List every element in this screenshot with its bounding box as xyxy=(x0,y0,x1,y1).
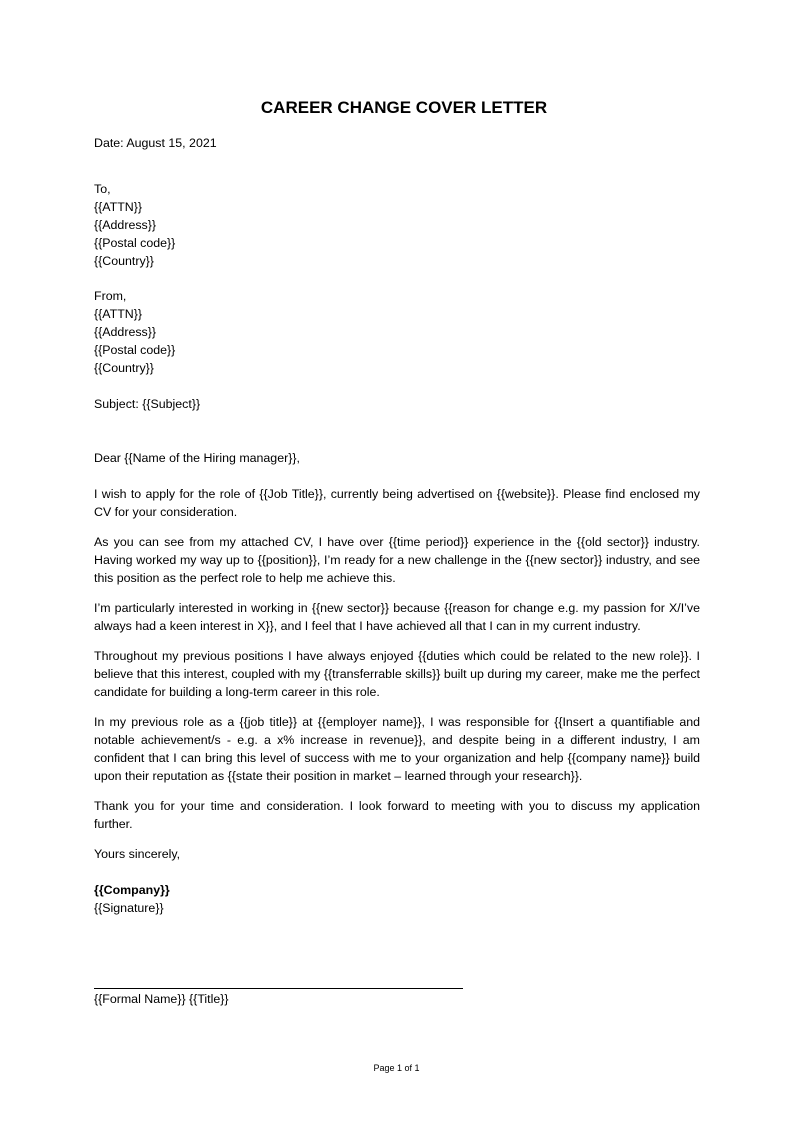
letter-body xyxy=(94,96,700,917)
company-name: {{Company}} xyxy=(94,883,170,897)
recipient-country: {{Country}} xyxy=(94,254,154,268)
subject-line: Subject: {{Subject}} xyxy=(94,397,201,411)
paragraph-thanks: Thank you for your time and consideration. I look forward to meeting with you to discuss my application further. xyxy=(94,799,700,831)
paragraph-duties: Throughout my previous positions I have always enjoyed {{duties which could be related to the new role}}. I believe that this interest, coupled with my {{transferrable skills}} built up during my career, make me the perfect candidate for building a long-term career in this role. xyxy=(94,649,700,699)
recipient-attn: {{ATTN}} xyxy=(94,200,142,214)
sender-country: {{Country}} xyxy=(94,361,154,375)
paragraph-interest: I’m particularly interested in working in {{new sector}} because {{reason for change e.g. my passion for X/I’ve always had a keen interest in X}}, and I feel that I have achieved all that I can in my current industry. xyxy=(94,601,700,633)
recipient-address: {{Address}} xyxy=(94,218,157,232)
page-number: Page 1 of 1 xyxy=(373,1063,420,1073)
date-line: Date: August 15, 2021 xyxy=(94,136,217,150)
paragraph-achievement: In my previous role as a {{job title}} at {{employer name}}, I was responsible for {{Insert a quantifiable and notable achievement/s - e.g. a x% increase in revenue}}, and despite being in a different industry, I am confident that I can bring this level of success with me to your organization and help {{company name}} build upon their reputation as {{state their position in market – learned through your research}}. xyxy=(94,715,700,783)
recipient-label: To, xyxy=(94,182,111,196)
signature-placeholder: {{Signature}} xyxy=(94,901,164,915)
recipient-postal-code: {{Postal code}} xyxy=(94,236,176,250)
sender-address-block xyxy=(94,287,700,377)
signature-line xyxy=(94,988,463,989)
sender-attn: {{ATTN}} xyxy=(94,307,142,321)
sender-label: From, xyxy=(94,289,127,303)
sender-address: {{Address}} xyxy=(94,325,157,339)
paragraph-experience: As you can see from my attached CV, I have over {{time period}} experience in the {{old sector}} industry. Having worked my way up to {{position}}, I’m ready for a new challenge in the {{new sector}} industry, and see this position as the perfect role to help me achieve this. xyxy=(94,535,700,585)
closing: Yours sincerely, xyxy=(94,847,181,861)
paragraph-application: I wish to apply for the role of {{Job Title}}, currently being advertised on {{website}}. Please find enclosed my CV for your consideration. xyxy=(94,487,700,519)
recipient-address-block xyxy=(94,180,700,270)
document-title: CAREER CHANGE COVER LETTER xyxy=(260,98,548,117)
salutation: Dear {{Name of the Hiring manager}}, xyxy=(94,451,300,465)
formal-name-title: {{Formal Name}} {{Title}} xyxy=(94,992,229,1006)
sender-postal-code: {{Postal code}} xyxy=(94,343,176,357)
